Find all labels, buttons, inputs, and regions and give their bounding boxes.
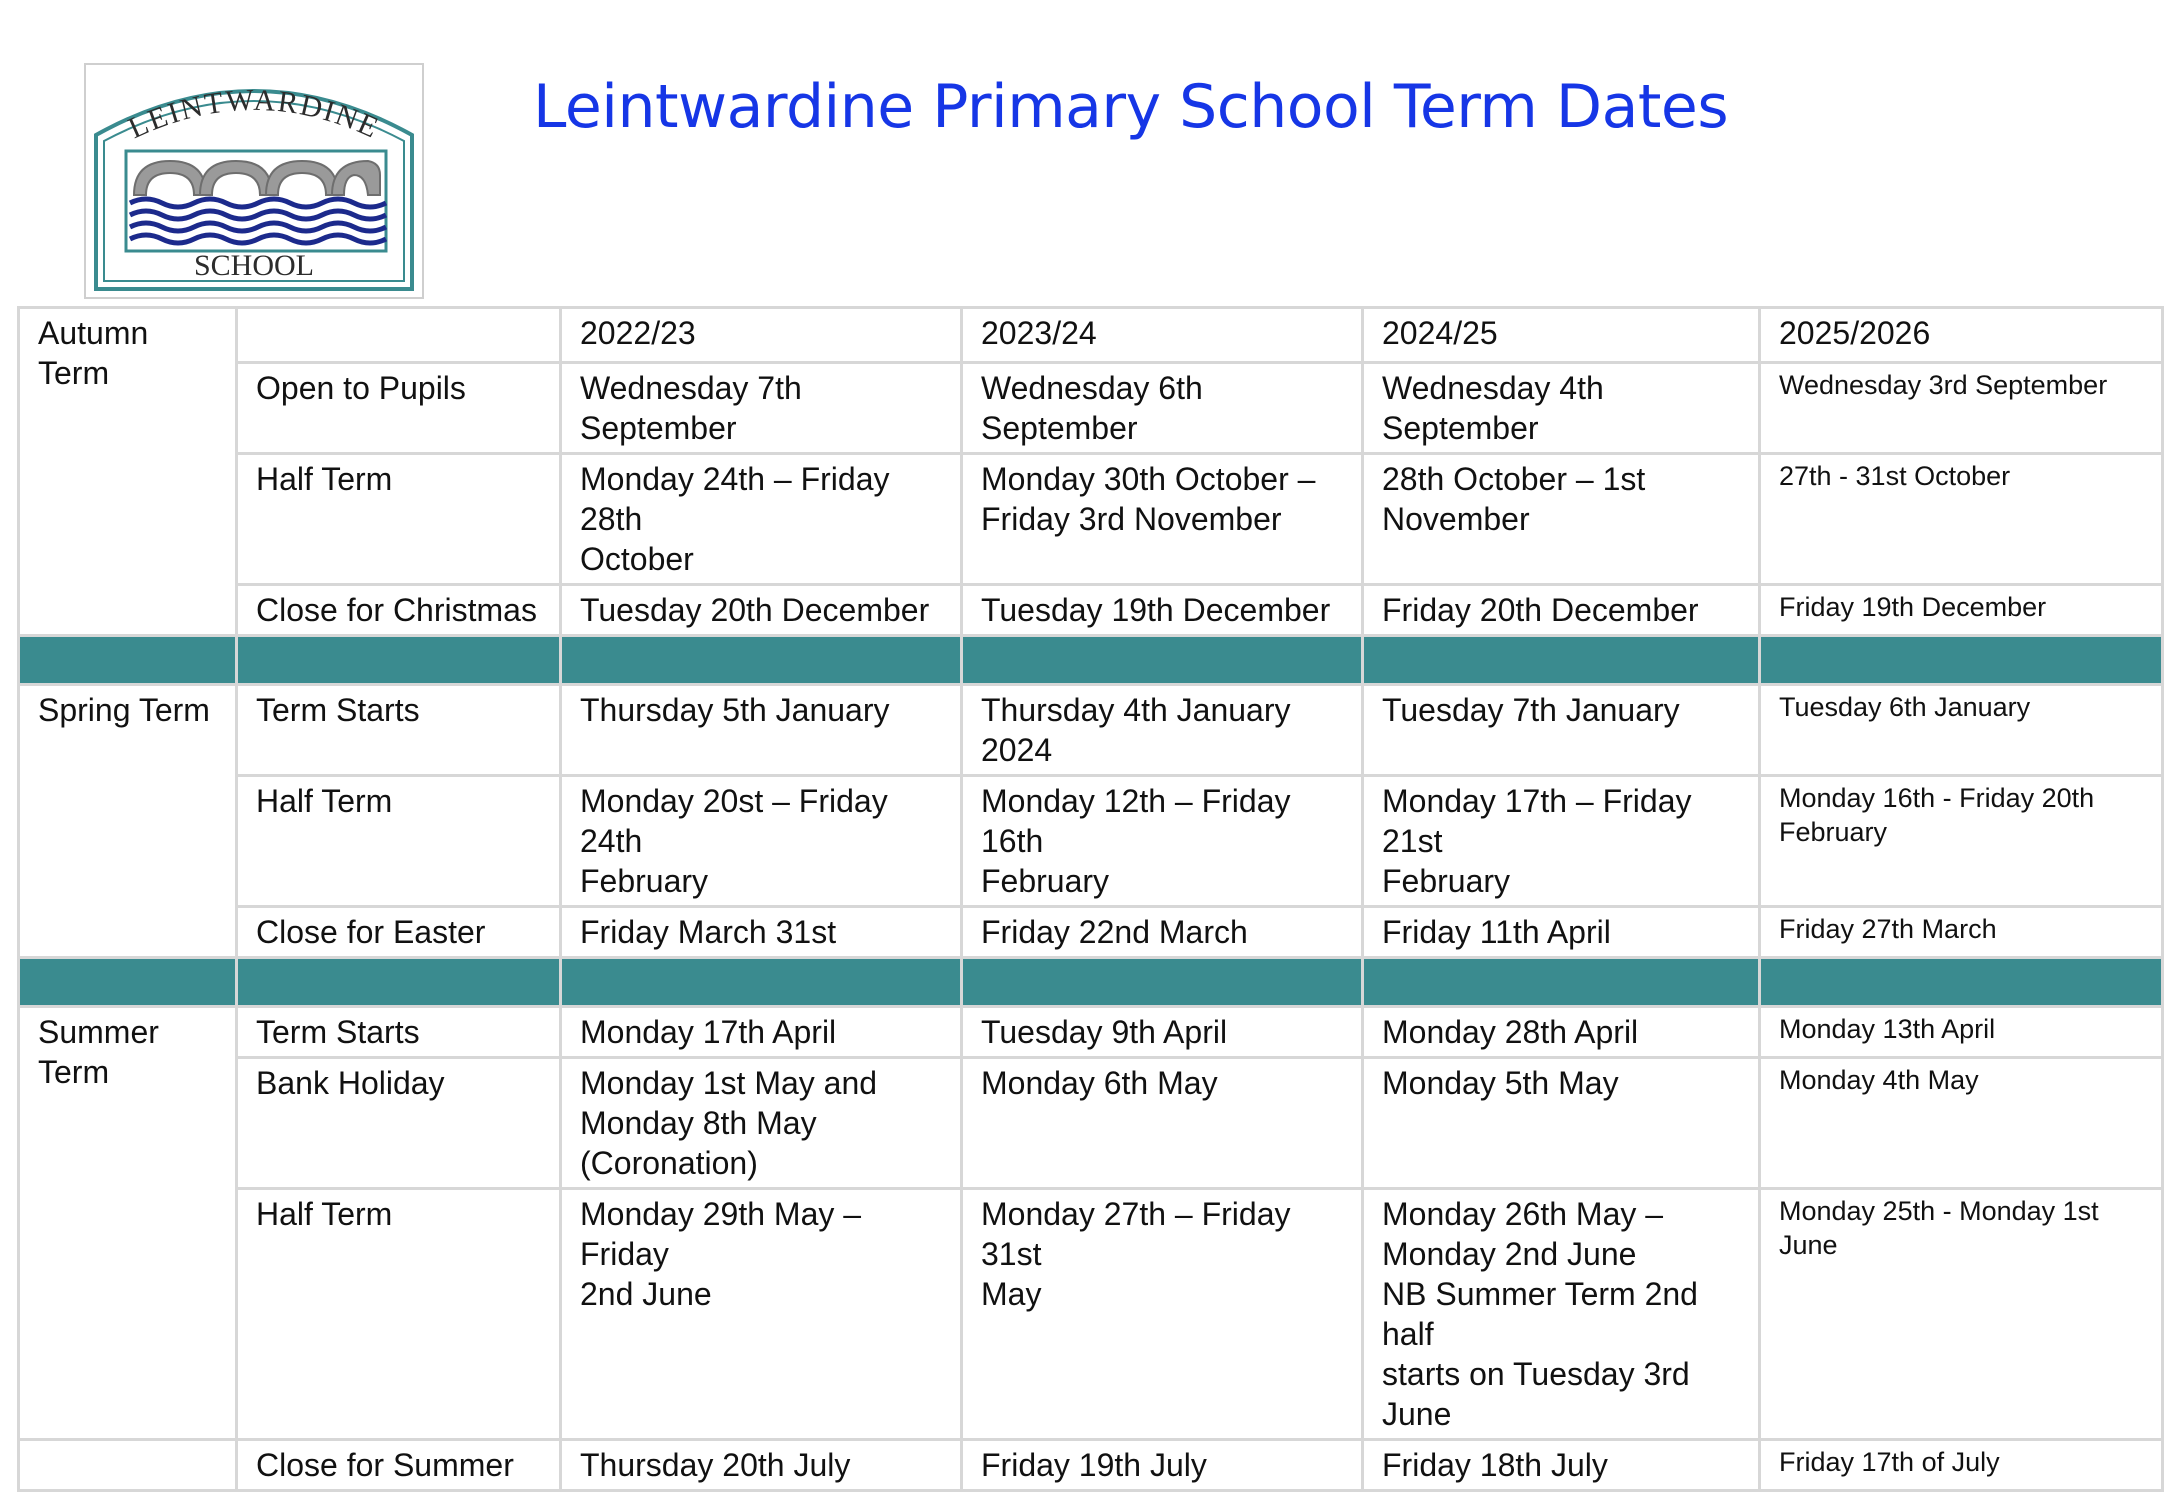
summer-term-label: Summer Term: [19, 1007, 237, 1440]
date-cell: Friday 18th July: [1363, 1440, 1760, 1491]
date-cell: Friday March 31st: [561, 907, 962, 958]
date-cell: Tuesday 6th January: [1760, 685, 2163, 776]
page-title: Leintwardine Primary School Term Dates: [533, 72, 1729, 142]
spring-term-label: Spring Term: [19, 685, 237, 958]
date-cell: Monday 17th April: [561, 1007, 962, 1058]
date-cell: Monday 27th – Friday 31st May: [962, 1189, 1363, 1440]
table-row: [19, 1007, 2163, 1058]
date-cell: 27th - 31st October: [1760, 454, 2163, 585]
date-cell: Monday 12th – Friday 16th February: [962, 776, 1363, 907]
date-cell: Monday 1st May and Monday 8th May (Coronation): [561, 1058, 962, 1189]
date-cell: Monday 28th April: [1363, 1007, 1760, 1058]
date-cell: Tuesday 9th April: [962, 1007, 1363, 1058]
date-cell: Tuesday 19th December: [962, 585, 1363, 636]
table-row: [19, 585, 2163, 636]
row-label: Bank Holiday: [237, 1058, 561, 1189]
date-cell: Wednesday 3rd September: [1760, 363, 2163, 454]
logo-school-text: SCHOOL: [193, 249, 314, 282]
date-cell: Friday 19th December: [1760, 585, 2163, 636]
date-cell: Friday 27th March: [1760, 907, 2163, 958]
header-row: [19, 308, 2163, 363]
row-label: Half Term: [237, 454, 561, 585]
logo-arc-text: LEINTWARDINE: [123, 83, 385, 146]
table-row: [19, 776, 2163, 907]
row-label: Close for Easter: [237, 907, 561, 958]
date-cell: Tuesday 20th December: [561, 585, 962, 636]
row-label: Half Term: [237, 776, 561, 907]
header-2023-24: 2023/24: [962, 308, 1363, 363]
date-cell: Monday 5th May: [1363, 1058, 1760, 1189]
term-divider: [19, 636, 2163, 685]
row-label: Half Term: [237, 1189, 561, 1440]
date-cell: Monday 24th – Friday 28th October: [561, 454, 962, 585]
blank-term-cell: [19, 1440, 237, 1491]
table-row: [19, 1440, 2163, 1491]
date-cell: Wednesday 7th September: [561, 363, 962, 454]
date-cell: Friday 17th of July: [1760, 1440, 2163, 1491]
date-cell: Friday 22nd March: [962, 907, 1363, 958]
table-row: [19, 1058, 2163, 1189]
term-dates-table: [17, 306, 2164, 1492]
term-divider: [19, 958, 2163, 1007]
table-row: [19, 907, 2163, 958]
table-row: [19, 685, 2163, 776]
date-cell: Monday 25th - Monday 1st June: [1760, 1189, 2163, 1440]
date-cell: Monday 26th May – Monday 2nd June NB Summer Term 2nd half starts on Tuesday 3rd June: [1363, 1189, 1760, 1440]
date-cell: Monday 17th – Friday 21st February: [1363, 776, 1760, 907]
header-2025-26: 2025/2026: [1760, 308, 2163, 363]
date-cell: Tuesday 7th January: [1363, 685, 1760, 776]
date-cell: Monday 16th - Friday 20th February: [1760, 776, 2163, 907]
row-label: Close for Christmas: [237, 585, 561, 636]
date-cell: Friday 20th December: [1363, 585, 1760, 636]
date-cell: Wednesday 6th September: [962, 363, 1363, 454]
date-cell: 28th October – 1st November: [1363, 454, 1760, 585]
header-2024-25: 2024/25: [1363, 308, 1760, 363]
row-label: Close for Summer: [237, 1440, 561, 1491]
row-label: Term Starts: [237, 685, 561, 776]
table-row: [19, 454, 2163, 585]
date-cell: Monday 20st – Friday 24th February: [561, 776, 962, 907]
date-cell: Friday 19th July: [962, 1440, 1363, 1491]
date-cell: Monday 13th April: [1760, 1007, 2163, 1058]
header-blank: [237, 308, 561, 363]
date-cell: Wednesday 4th September: [1363, 363, 1760, 454]
date-cell: Monday 6th May: [962, 1058, 1363, 1189]
header-2022-23: 2022/23: [561, 308, 962, 363]
date-cell: Thursday 5th January: [561, 685, 962, 776]
date-cell: Monday 30th October – Friday 3rd November: [962, 454, 1363, 585]
date-cell: Monday 4th May: [1760, 1058, 2163, 1189]
date-cell: Friday 11th April: [1363, 907, 1760, 958]
date-cell: Monday 29th May – Friday 2nd June: [561, 1189, 962, 1440]
date-cell: Thursday 20th July: [561, 1440, 962, 1491]
school-logo: [84, 63, 424, 299]
table-row: [19, 363, 2163, 454]
autumn-term-label: Autumn Term: [19, 308, 237, 636]
row-label: Open to Pupils: [237, 363, 561, 454]
row-label: Term Starts: [237, 1007, 561, 1058]
date-cell: Thursday 4th January 2024: [962, 685, 1363, 776]
table-row: [19, 1189, 2163, 1440]
